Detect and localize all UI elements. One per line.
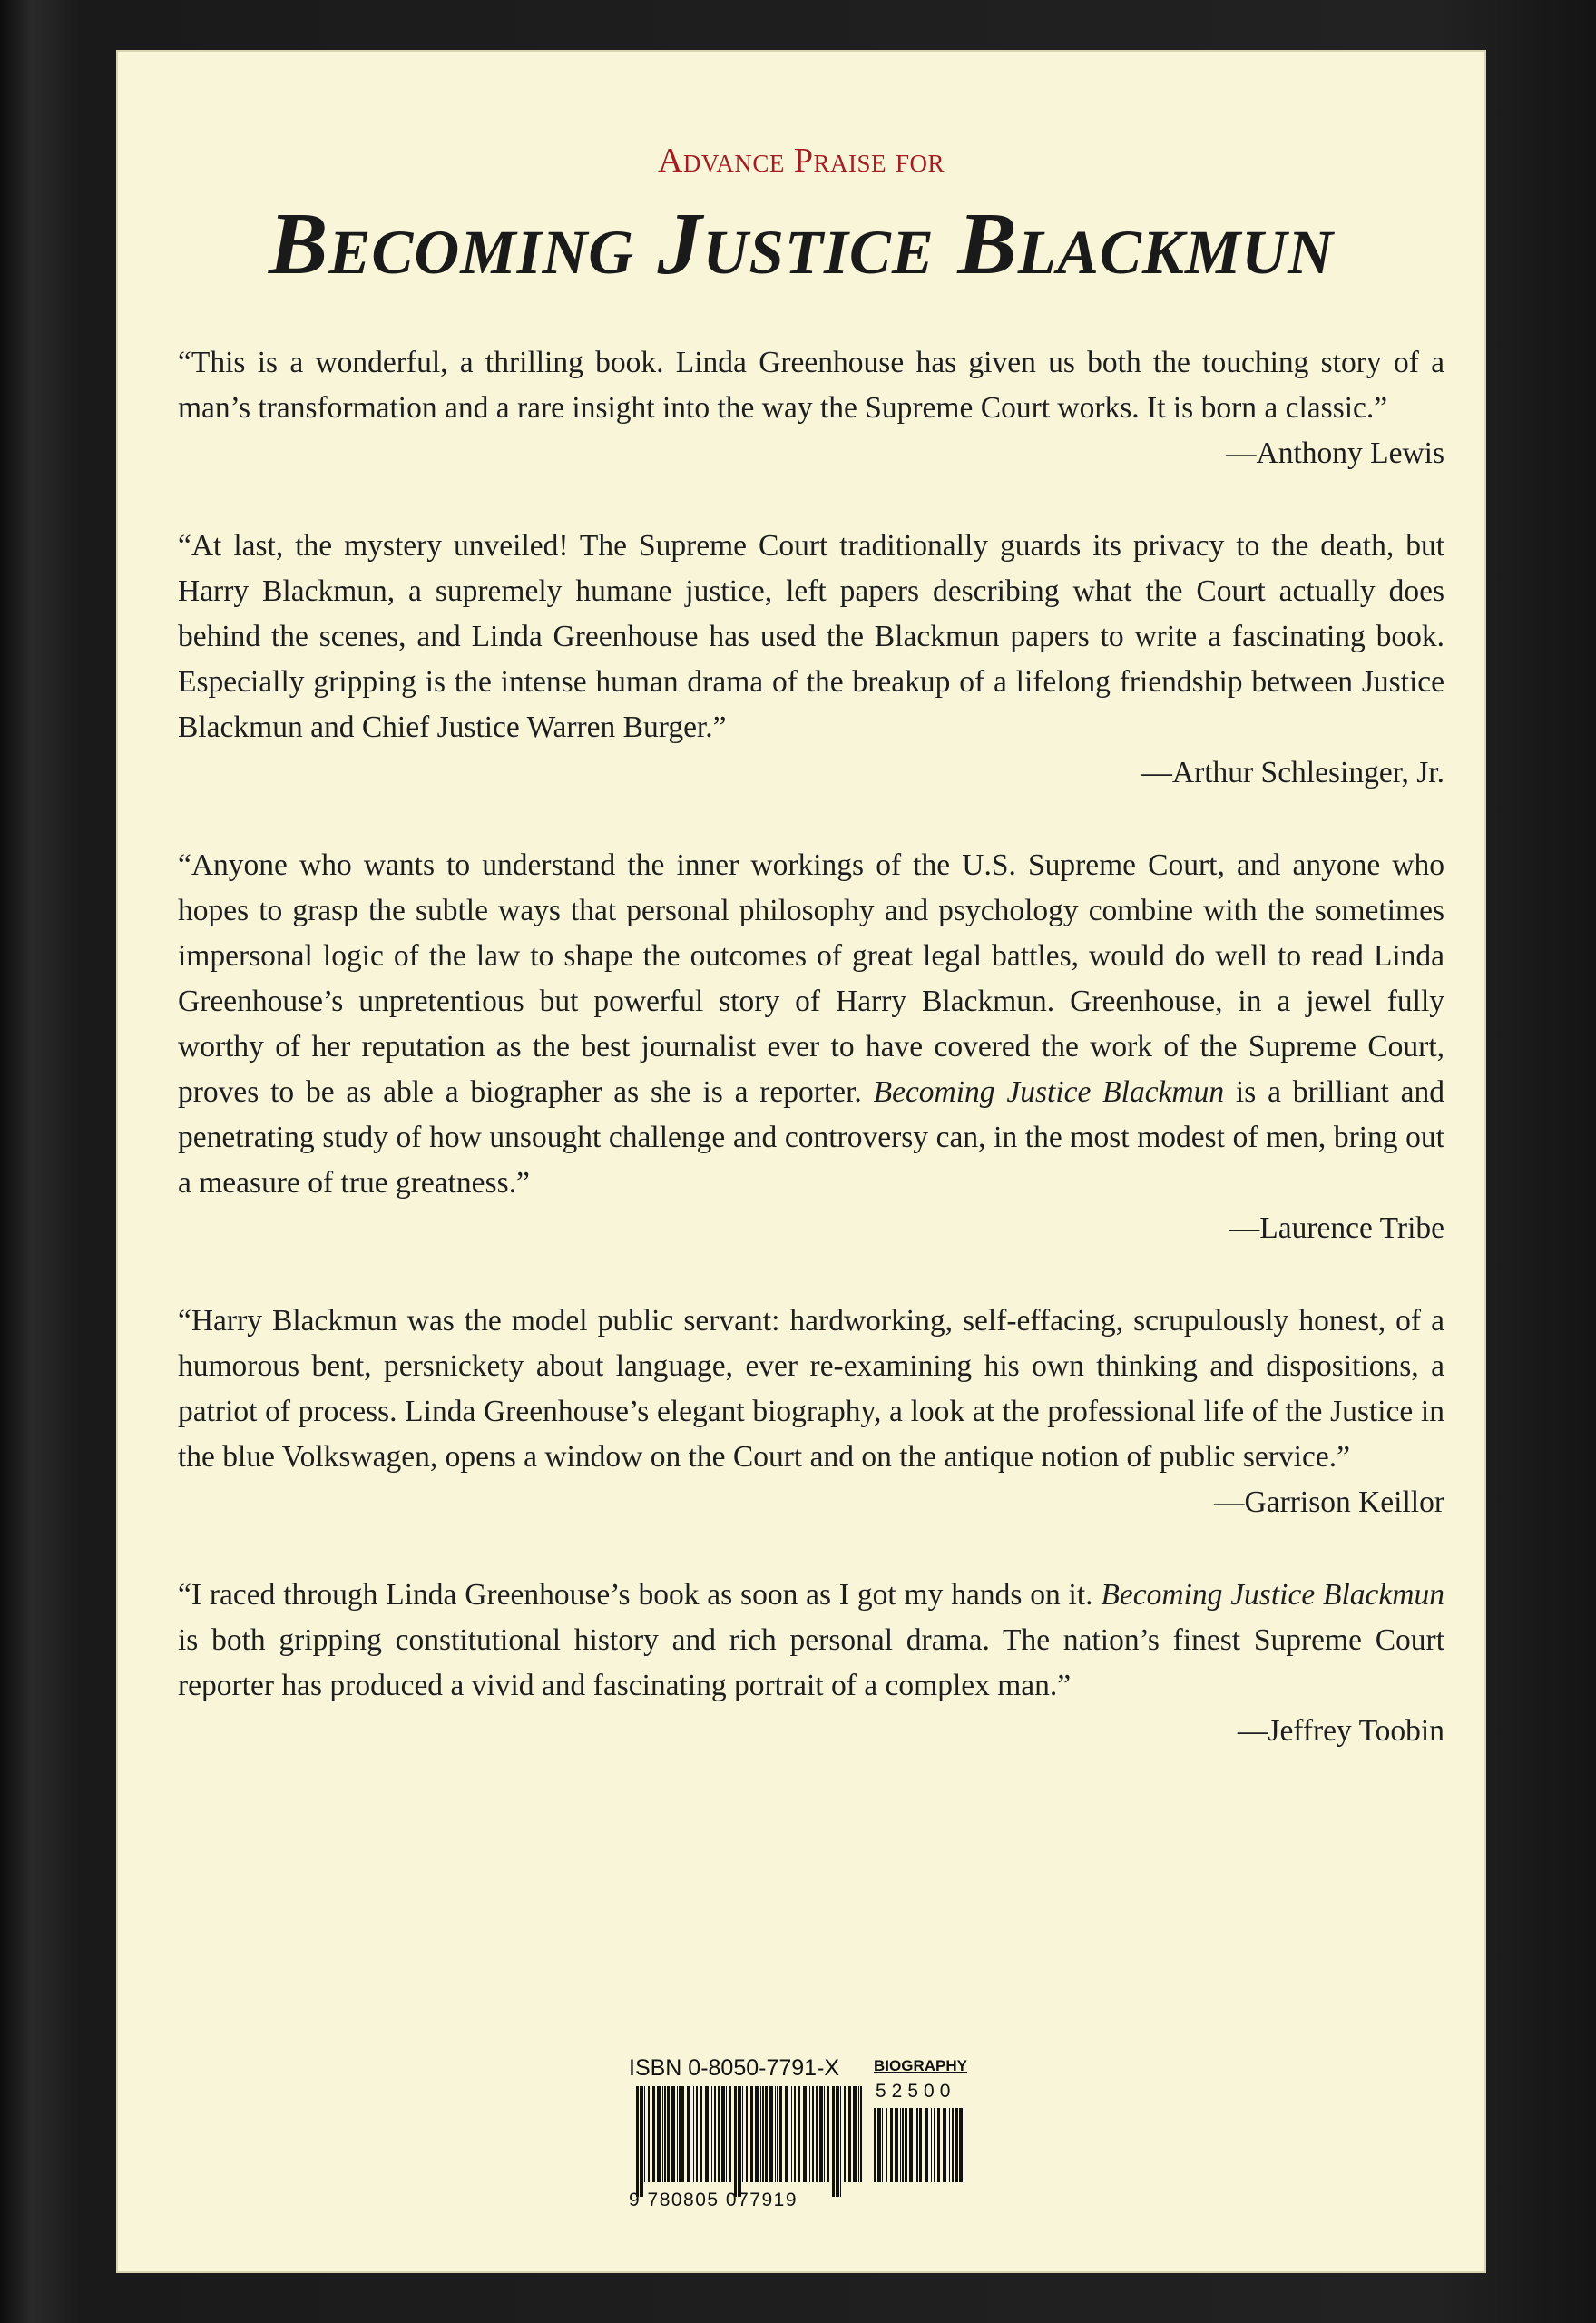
barcode-bar <box>832 2086 835 2197</box>
quote-text: “Harry Blackmun was the model public servant: hardworking, self-effacing, scrupulously honest, of a humorous bent, persnickety about language, ever re-examining his own thinking and dispositions, a patriot of process. Linda Greenhouse’s elegant biography, a look at the professional life of the Justice in the blue Volkswagen, opens a window on the Court and on the antique notion of public service.” <box>178 1304 1444 1474</box>
barcode-bar <box>779 2086 782 2182</box>
quote-author: —Arthur Schlesinger, Jr. <box>1141 756 1444 789</box>
quote-text <box>178 1573 1444 1709</box>
barcode-bar <box>877 2108 881 2182</box>
addon-barcode <box>874 2108 968 2197</box>
barcode-bar <box>746 2086 748 2182</box>
quote-text-part: is a brilliant and penetrating study of how unsought challenge and controversy can, in the most modest of men, bring out a measure of true greatness.” <box>178 1075 1444 1200</box>
barcode-bar <box>785 2086 788 2182</box>
barcode-bar <box>816 2086 818 2182</box>
barcode-bar <box>726 2086 727 2182</box>
barcode-bar <box>943 2108 946 2182</box>
barcode-bar <box>755 2086 759 2182</box>
barcode-bar <box>882 2108 883 2182</box>
barcode-bar <box>886 2108 887 2182</box>
quote-author: —Laurence Tribe <box>1229 1211 1444 1245</box>
barcode-bar <box>858 2086 859 2182</box>
barcode-bar <box>934 2108 935 2182</box>
barcode-bar <box>644 2086 645 2182</box>
barcode-bar <box>657 2086 661 2182</box>
barcode-bar <box>664 2086 666 2182</box>
barcode-block <box>629 2055 1082 2228</box>
barcode-bar <box>925 2108 928 2182</box>
kicker-heading: Advance Praise for <box>657 142 945 180</box>
barcode-bar <box>667 2086 670 2182</box>
barcode-bar <box>819 2086 823 2182</box>
barcode-bar <box>662 2086 663 2182</box>
quote-author: —Jeffrey Toobin <box>1237 1714 1444 1748</box>
barcode-bar <box>959 2108 963 2182</box>
quote-text-part: “Anyone who wants to understand the inner workings of the U.S. Supreme Court, and anyone who hopes to grasp the subtle ways that personal philosophy and psychology combine with the sometimes impersonal logic of the law to shape the outcomes of great legal battles, would do well to read Linda Greenhouse’s unpretentious but powerful story of Harry Blackmun. Greenhouse, in a jewel fully worthy of her reputation as the best journalist ever to have covered the work of the Supreme Court, proves to be as able a biographer as she is a reporter. <box>178 848 1444 1109</box>
barcode-bar <box>952 2108 954 2182</box>
barcode-bar <box>890 2108 893 2182</box>
barcode-bar <box>696 2086 698 2182</box>
quote-book-title: Becoming Justice Blackmun <box>873 1075 1225 1109</box>
barcode-bar <box>762 2086 764 2182</box>
barcode-bar <box>919 2108 922 2182</box>
barcode-bar <box>844 2086 846 2182</box>
barcode-bar <box>652 2086 655 2182</box>
barcode-bar <box>679 2086 681 2182</box>
barcode-bar <box>836 2086 839 2197</box>
barcode-bar <box>916 2108 918 2182</box>
quote-text: “At last, the mystery unveiled! The Supreme Court traditionally guards its privacy to the death, but Harry Blackmun, a supremely humane justice, left papers describing what the Court actually does behind the scenes, and Linda Greenhouse has used the Blackmun papers to write a fascinating book. Especially gripping is the intense human drama of the breakup of a lifelong friendship between Justice Blackmun and Chief Justice Warren Burger.” <box>178 529 1444 744</box>
quote-book-title: Becoming Justice Blackmun <box>1101 1578 1444 1612</box>
barcode-bar <box>718 2086 720 2182</box>
barcode-bar <box>853 2086 857 2182</box>
barcode-bar <box>791 2086 792 2182</box>
barcode-bar <box>738 2086 741 2197</box>
barcode-bar <box>681 2086 684 2182</box>
barcode-bar <box>640 2086 643 2197</box>
book-title: Becoming Justice Blackmun <box>269 195 1334 293</box>
barcode-bar <box>905 2108 907 2182</box>
barcode-bar <box>729 2086 731 2182</box>
barcode-bar <box>714 2086 716 2182</box>
ean-barcode <box>636 2086 863 2197</box>
barcode-bar <box>848 2086 851 2182</box>
category-label: BIOGRAPHY <box>874 2057 967 2074</box>
barcode-bar <box>687 2086 690 2182</box>
barcode-bar <box>860 2086 862 2182</box>
quote-text: “This is a wonderful, a thrilling book. Linda Greenhouse has given us both the touching story of a man’s transformation and a rare insight into the way the Supreme Court works. It is born a classic.” <box>178 346 1444 425</box>
praise-quotes <box>178 340 1444 1754</box>
barcode-bar <box>693 2086 694 2182</box>
barcode-bar <box>798 2086 800 2182</box>
barcode-bar <box>931 2108 932 2182</box>
barcode-bar <box>955 2108 958 2182</box>
barcode-bar <box>711 2086 712 2182</box>
barcode-bar <box>902 2108 904 2182</box>
barcode-bar <box>949 2108 950 2182</box>
barcode-bar <box>840 2086 841 2197</box>
barcode-bar <box>700 2086 702 2182</box>
barcode-bar <box>937 2108 940 2182</box>
quote-text <box>178 843 1444 1206</box>
barcode-bar <box>721 2086 725 2182</box>
barcode-bar <box>677 2086 678 2182</box>
barcode-bar <box>812 2086 814 2182</box>
barcode-bar <box>803 2086 807 2182</box>
barcode-bar <box>895 2108 898 2182</box>
barcode-bar <box>874 2108 876 2182</box>
barcode-bar <box>734 2086 737 2197</box>
barcode-bar <box>777 2086 778 2182</box>
barcode-bar <box>671 2086 675 2182</box>
barcode-bar <box>760 2086 761 2182</box>
price-code: 52500 <box>876 2081 956 2102</box>
barcode-bar <box>824 2086 825 2182</box>
quote-text-part: “I raced through Linda Greenhouse’s book as soon as I got my hands on it. <box>178 1578 1102 1612</box>
quote-text-part: is both gripping constitutional history and rich personal drama. The nation’s finest Supreme Court reporter has produced a vivid and fascinating portrait of a complex man.” <box>178 1623 1444 1702</box>
barcode-bar <box>769 2086 773 2182</box>
barcode-bar <box>636 2086 639 2197</box>
ean-digits: 9 780805 077919 <box>629 2190 798 2210</box>
back-cover-panel <box>116 50 1486 2273</box>
barcode-bar <box>742 2086 743 2182</box>
barcode-bar <box>900 2108 901 2182</box>
barcode-bar <box>827 2086 829 2182</box>
barcode-bar <box>909 2108 913 2182</box>
barcode-bar <box>648 2086 650 2182</box>
barcode-bar <box>775 2086 776 2182</box>
barcode-bar <box>750 2086 753 2182</box>
barcode-bar <box>809 2086 810 2182</box>
quote-author: —Anthony Lewis <box>1226 436 1444 470</box>
isbn-label: ISBN 0-8050-7791-X <box>629 2055 840 2081</box>
barcode-bar <box>765 2086 768 2182</box>
quote-author: —Garrison Keillor <box>1214 1485 1444 1519</box>
barcode-bar <box>705 2086 709 2182</box>
barcode-bar <box>794 2086 796 2182</box>
